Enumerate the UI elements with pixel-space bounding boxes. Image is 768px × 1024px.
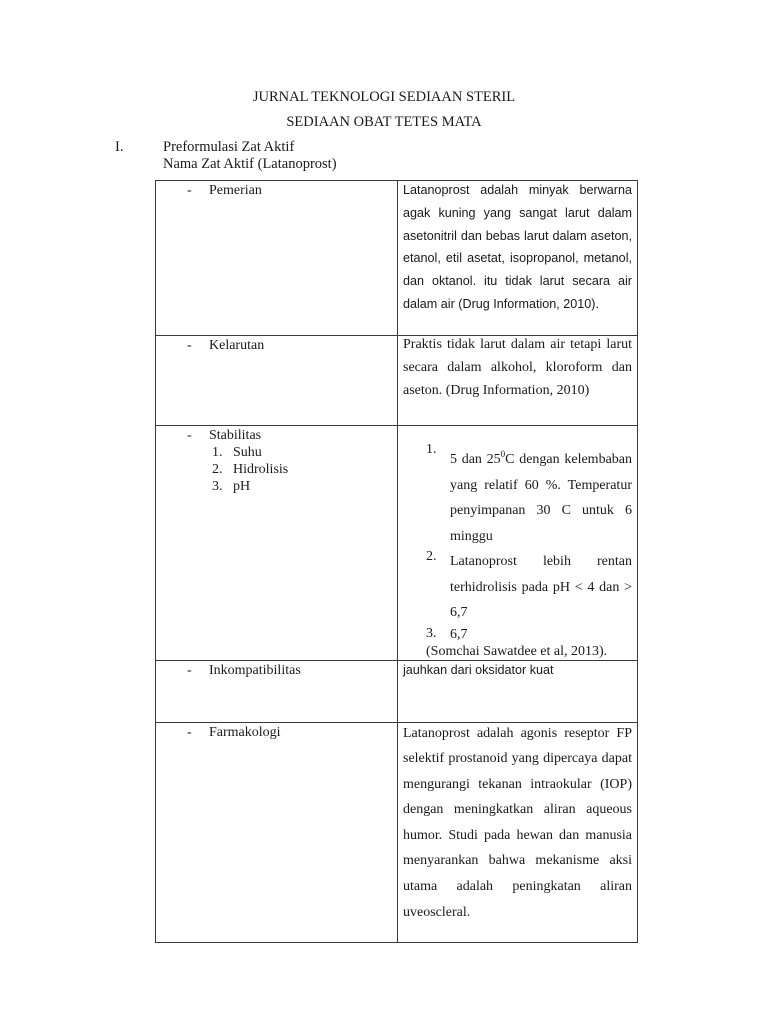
row-label-pemerian: Pemerian	[209, 183, 262, 198]
table-cell-content	[398, 336, 638, 426]
row-dash: -	[187, 338, 192, 353]
stabilitas-citation: (Somchai Sawatdee et al, 2013).	[426, 643, 608, 659]
row-dash: -	[187, 724, 192, 740]
section-number: I.	[115, 139, 124, 155]
table-cell-content	[398, 426, 638, 661]
table-cell-label	[156, 336, 398, 426]
table-row-pemerian	[156, 181, 638, 336]
table-row-farmakologi	[156, 722, 638, 942]
table-row-kelarutan	[156, 336, 638, 426]
row-label-stabilitas: Stabilitas	[209, 428, 262, 443]
row-dash: -	[187, 662, 192, 678]
table-cell-content	[398, 181, 638, 336]
row-dash: -	[187, 183, 192, 198]
document-title: JURNAL TEKNOLOGI SEDIAAN STERIL	[252, 89, 516, 105]
table-cell-label	[156, 181, 398, 336]
table-row-inkompatibilitas	[156, 660, 638, 722]
document-subtitle: SEDIAAN OBAT TETES MATA	[286, 114, 482, 130]
row-label-farmakologi: Farmakologi	[209, 724, 281, 740]
table-cell-label	[156, 660, 398, 722]
list-item: 2. Hidrolisis	[212, 462, 289, 477]
pemerian-text: Latanoprost adalah minyak berwarna agak kuning yang sangat larut dalam asetonitril dan bebas larut dalam aseton, etanol, etil asetat, isopropanol, metanol, dan oktanol. itu tidak larut secara air dalam air (Drug Information, 2010).	[403, 183, 632, 311]
section-subheading: Nama Zat Aktif (Latanoprost)	[163, 156, 337, 172]
table-cell-content	[398, 660, 638, 722]
stabilitas-list	[398, 426, 637, 643]
list-item: 2. Latanoprost lebih rentan terhidrolisis pada pH < 4 dan > 6,7	[426, 549, 632, 620]
list-item: 1. Suhu	[212, 445, 262, 460]
table-cell-label	[156, 426, 398, 661]
row-dash: -	[187, 428, 192, 443]
list-item: 1. 5 dan $25^0C$ dengan kelembaban yang relatif 60 %. Temperatur penyimpanan 30 C untuk 6 minggu	[426, 442, 632, 544]
row-label-kelarutan: Kelarutan	[209, 338, 265, 353]
list-item: 3. 6,7	[426, 625, 468, 642]
table-row-stabilitas	[156, 426, 638, 661]
section-heading: Preformulasi Zat Aktif	[163, 139, 295, 155]
kelarutan-text: Praktis tidak larut dalam air tetapi larut secara dalam alkohol, kloroform dan aseton. (Drug Information, 2010)	[403, 337, 632, 398]
inkompatibilitas-text: jauhkan dari oksidator kuat	[403, 662, 554, 677]
farmakologi-text: Latanoprost adalah agonis reseptor FP selektif prostanoid yang dipercaya dapat mengurangi tekanan intraokular (IOP) dengan meningkatkan aliran aqueous humor. Studi pada hewan dan manusia menyarankan bahwa mekanisme aksi utama adalah peningkatan aliran uveoscleral.	[403, 725, 632, 920]
stabilitas-sublist	[156, 444, 397, 495]
properties-table	[155, 180, 638, 943]
table-cell-label	[156, 722, 398, 942]
table-cell-content	[398, 722, 638, 942]
list-item: 3. pH	[212, 479, 251, 494]
row-label-inkompatibilitas: Inkompatibilitas	[209, 662, 301, 678]
section-heading-block	[163, 139, 337, 173]
